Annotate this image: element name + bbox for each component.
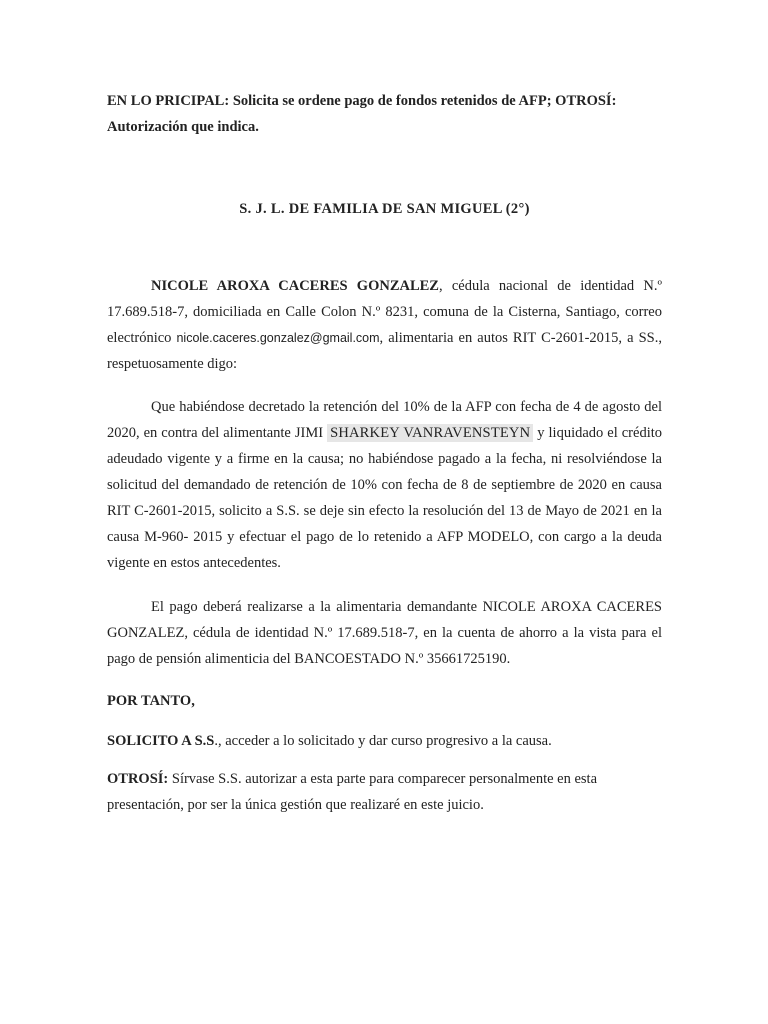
otrosi-paragraph <box>107 766 662 818</box>
otrosi-label: OTROSÍ: <box>107 771 169 787</box>
por-tanto-heading: POR TANTO, <box>107 693 195 709</box>
intro-text-1: , cédula nacional de identidad N.º 17.689.518-7, domiciliada en Calle Colon N.º 8231, comuna de la Cisterna, Santiago, correo electrónico <box>107 278 663 346</box>
para1-text-2: y liquidado el crédito adeudado vigente y a firme en la causa; no habiéndose pagado a la fecha, ni resolviéndose la solicitud del demandado de retención de 10% con fecha de 8 de septiembre de 2020 en causa RIT C-2601-2015, solicito a S.S. se deje sin efecto la resolución del 13 de Mayo de 2021 en la causa M-960- 2015 y efectuar el pago de lo retenido a AFP MODELO, con cargo a la deuda vigente en estos antecedentes. <box>107 425 663 571</box>
highlighted-name: SHARKEY VANRAVENSTEYN <box>327 424 533 442</box>
petitioner-name: NICOLE AROXA CACERES GONZALEZ <box>151 278 439 294</box>
otrosi-text: Sírvase S.S. autorizar a esta parte para comparecer personalmente en esta presentación, por ser la única gestión que realizaré en este juicio. <box>107 771 598 813</box>
solicito-label: SOLICITO A S.S <box>107 733 215 749</box>
principal-text: Solicita se ordene pago de fondos retenidos de AFP; OTROSÍ: Autorización que indica. <box>107 93 617 135</box>
intro-paragraph <box>107 273 662 377</box>
paragraph-retention <box>107 394 662 576</box>
intro-text-2: , alimentaria en autos RIT C-2601-2015, a SS., respetuosamente digo: <box>107 330 662 372</box>
court-title: S. J. L. DE FAMILIA DE SAN MIGUEL (2°) <box>239 201 530 217</box>
principal-label: EN LO PRICIPAL: <box>107 93 230 109</box>
para1-text-1: Que habiéndose decretado la retención del 10% de la AFP con fecha de 4 de agosto del 2020, en contra del alimentante JIMI <box>107 399 662 441</box>
paragraph-payment: El pago deberá realizarse a la alimentaria demandante NICOLE AROXA CACERES GONZALEZ, cédula de identidad N.º 17.689.518-7, en la cuenta de ahorro a la vista para el pago de pensión alimenticia del BANCOESTADO N.º 35661725190. <box>107 599 662 667</box>
solicito-paragraph <box>107 728 662 754</box>
solicito-text: ., acceder a lo solicitado y dar curso progresivo a la causa. <box>214 733 552 749</box>
principal-heading <box>107 88 662 140</box>
email-address: nicole.caceres.gonzalez@gmail.com <box>176 331 380 345</box>
